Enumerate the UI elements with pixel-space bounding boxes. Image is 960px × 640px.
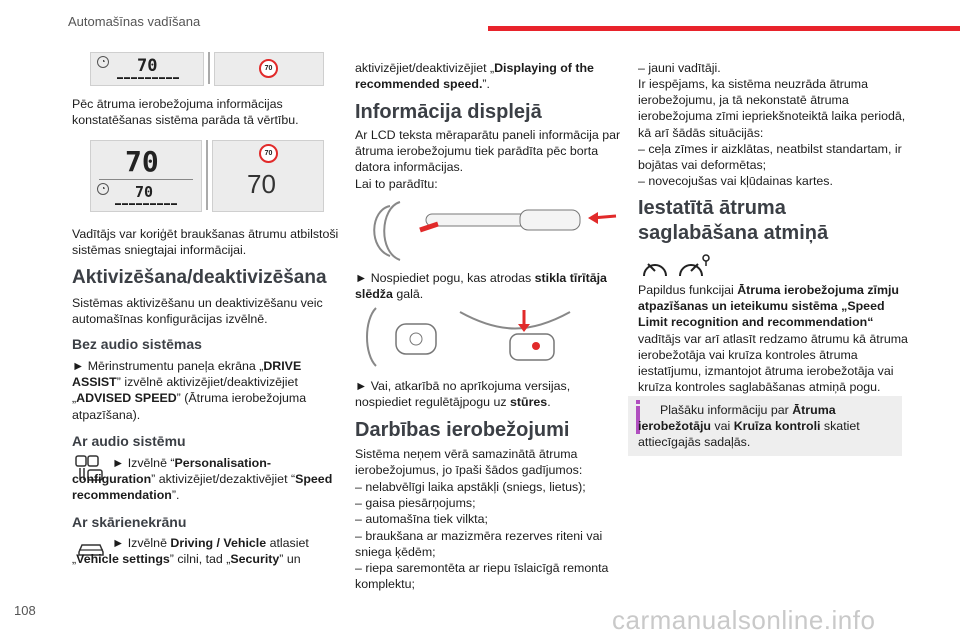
- screen-panel: [212, 140, 324, 212]
- divider: [206, 140, 208, 210]
- text: Papildus funkcijai: [638, 283, 738, 297]
- subheading: Ar audio sistēmu: [72, 433, 186, 449]
- link-name: Ātruma ierobežotāju: [638, 403, 836, 434]
- text: ” (Ātruma ierobežojuma atpazīšana).: [72, 391, 307, 422]
- paragraph: Vadītājs var koriģēt braukšanas ātrumu atbilstoši sistēmas sniegtajai informācijai.: [72, 227, 339, 258]
- text: ” aktivizējiet/dezaktivējiet “: [151, 472, 296, 487]
- text: ”.: [482, 77, 490, 92]
- list-item: – automašīna tiek vilkta;: [355, 512, 488, 527]
- cluster-panel: [90, 52, 204, 86]
- section-heading: Aktivizēšana/deaktivizēšana: [72, 267, 327, 288]
- text: galā.: [392, 287, 424, 302]
- text: ► Mērinstrumentu paneļa ekrāna „: [72, 359, 264, 373]
- speed-limit-sign: 70: [259, 59, 278, 78]
- list-item: – nelabvēlīgi laika apstākļi (sniegs, lietus);: [355, 480, 586, 494]
- speed-digital-value: 70: [247, 169, 276, 199]
- speed-limiter-icon: [640, 256, 670, 280]
- menu-name: DRIVE ASSIST: [72, 359, 302, 390]
- text: atlasiet „: [72, 536, 309, 567]
- link-name: Kruīza kontroli: [733, 419, 821, 434]
- menu-name: Security: [230, 552, 280, 567]
- list-item: – novecojušas vai kļūdainas kartes.: [638, 174, 833, 189]
- text: ”.: [171, 488, 180, 503]
- subheading: Bez audio sistēmas: [72, 336, 202, 352]
- paragraph: [638, 282, 910, 395]
- info-box: [628, 396, 902, 456]
- running-header: Automašīnas vadīšana: [68, 14, 201, 29]
- heading-line: saglabāšana atmiņā: [638, 222, 829, 244]
- text: ► Nospiediet pogu, kas atrodas: [355, 271, 535, 285]
- menu-name: ADVISED SPEED: [76, 391, 177, 406]
- menu-name: Driving / Vehicle: [170, 536, 267, 550]
- segment-bar: ▬▬▬▬▬▬▬▬▬: [115, 201, 178, 207]
- situations-list: [638, 141, 910, 190]
- cruise-control-icon: [676, 252, 712, 280]
- gauge-icon: ◔: [97, 56, 109, 68]
- text: ” izvēlnē aktivizējiet/deaktivizējiet „: [72, 375, 298, 406]
- control-name: stikla tīrītāja slēdža: [355, 271, 607, 302]
- text: ► Vai, atkarībā no aprīkojuma versijas, nospiediet regulētājpogu uz: [355, 379, 571, 410]
- figure-steering-wheel: [360, 304, 618, 370]
- list-item: – gaisa piesārņojums;: [355, 496, 476, 511]
- paragraph: [355, 378, 625, 410]
- figure-speed-display: [90, 140, 324, 212]
- section-heading: Darbības ierobežojumi: [355, 419, 570, 441]
- separator-line: [99, 179, 193, 180]
- text: .: [547, 395, 551, 410]
- speed-value: 70: [137, 56, 158, 76]
- limitations-list: [355, 479, 625, 592]
- heading-line: Iestatītā ātruma: [638, 197, 786, 219]
- speed-value: 70: [135, 183, 154, 201]
- figure-wiper-stalk: [360, 196, 618, 262]
- subheading: Ar skārienekrānu: [72, 514, 187, 530]
- paragraph: [355, 60, 625, 92]
- text: aktivizējiet/deaktivizējiet „: [355, 61, 495, 75]
- text: Plašāku informāciju par: [660, 403, 793, 417]
- watermark: carmanualsonline.info: [612, 605, 876, 635]
- list-item: – ceļa zīmes ir aizklātas, neatbilst standartam, ir bojātas vai deformētas;: [638, 142, 902, 173]
- segment-bar: ▬▬▬▬▬▬▬▬▬: [117, 75, 180, 81]
- text: ► Izvēlnē “: [112, 456, 175, 470]
- paragraph: [72, 455, 342, 504]
- text: vai: [710, 419, 734, 434]
- menu-name: Personalisation-configuration: [72, 456, 271, 487]
- text: vadītājs var arī atlasīt redzamo ātrumu kā ātruma ierobežotāja vai kruīza kontroles ātruma iestatījumu, izmantojot ātruma ierobežotāja vai kruīza kontroles saglabāšanas atmiņā pogu.: [638, 331, 908, 395]
- paragraph: Ir iespējams, ka sistēma neuzrāda ātruma ierobežojumu, ja tā nekonstatē ātruma ierobežojuma zīmi iepriekšnoteiktā laika periodā, kā arī šādās situācijās:: [638, 77, 906, 140]
- list-item: – braukšana ar mazizmēra rezerves riteni vai sniega ķēdēm;: [355, 528, 603, 559]
- paragraph: Lai to parādītu:: [355, 177, 438, 191]
- paragraph: Ar LCD teksta mēraparātu paneli informācija par ātruma ierobežojumu tiek parādīta pēc borta datora informācijas.: [355, 128, 621, 175]
- text: skatiet attiecīgajās sadaļās.: [638, 419, 860, 450]
- figure-speed-display-small: [90, 52, 324, 86]
- info-text: [638, 402, 896, 451]
- function-name: Ātruma ierobežojuma zīmju atpazīšanas un ieteikumu sistēma „Speed Limit recognition and recommendation“: [638, 283, 899, 330]
- screen-panel: [214, 52, 324, 86]
- section-heading: [638, 196, 828, 246]
- text: ► Izvēlnē: [112, 536, 171, 550]
- control-name: stūres: [510, 395, 548, 410]
- paragraph: Pēc ātruma ierobežojuma informācijas konstatēšanas sistēma parāda tā vērtību.: [72, 97, 299, 128]
- menu-name: Speed recommendation: [72, 472, 333, 503]
- section-heading: Informācija displejā: [355, 101, 542, 123]
- text: ” cilni, tad „: [169, 552, 231, 567]
- speed-value-large: 70: [125, 145, 159, 178]
- paragraph: [72, 535, 342, 567]
- page-number: 108: [14, 603, 36, 618]
- list-item: – riepa saremontēta ar riepu īslaicīgā remonta komplektu;: [355, 561, 609, 592]
- text: ” un: [279, 552, 301, 567]
- menu-name: Vehicle settings: [76, 552, 170, 567]
- paragraph: [72, 358, 342, 423]
- speed-limit-sign: 70: [259, 144, 278, 163]
- paragraph: Sistēmas aktivizēšanu un deaktivizēšanu veic automašīnas konfigurācijas izvēlnē.: [72, 296, 323, 327]
- gauge-icon: ◔: [97, 183, 109, 195]
- cluster-panel: [90, 140, 202, 212]
- paragraph: Sistēma neņem vērā samazinātā ātruma ierobežojumus, jo īpaši šādos gadījumos:: [355, 447, 583, 478]
- list-item: – jauni vadītāji.: [638, 61, 721, 75]
- divider: [208, 52, 210, 84]
- header-accent-bar: [488, 26, 960, 31]
- menu-name: Displaying of the recommended speed.: [355, 61, 594, 92]
- paragraph: [355, 270, 625, 302]
